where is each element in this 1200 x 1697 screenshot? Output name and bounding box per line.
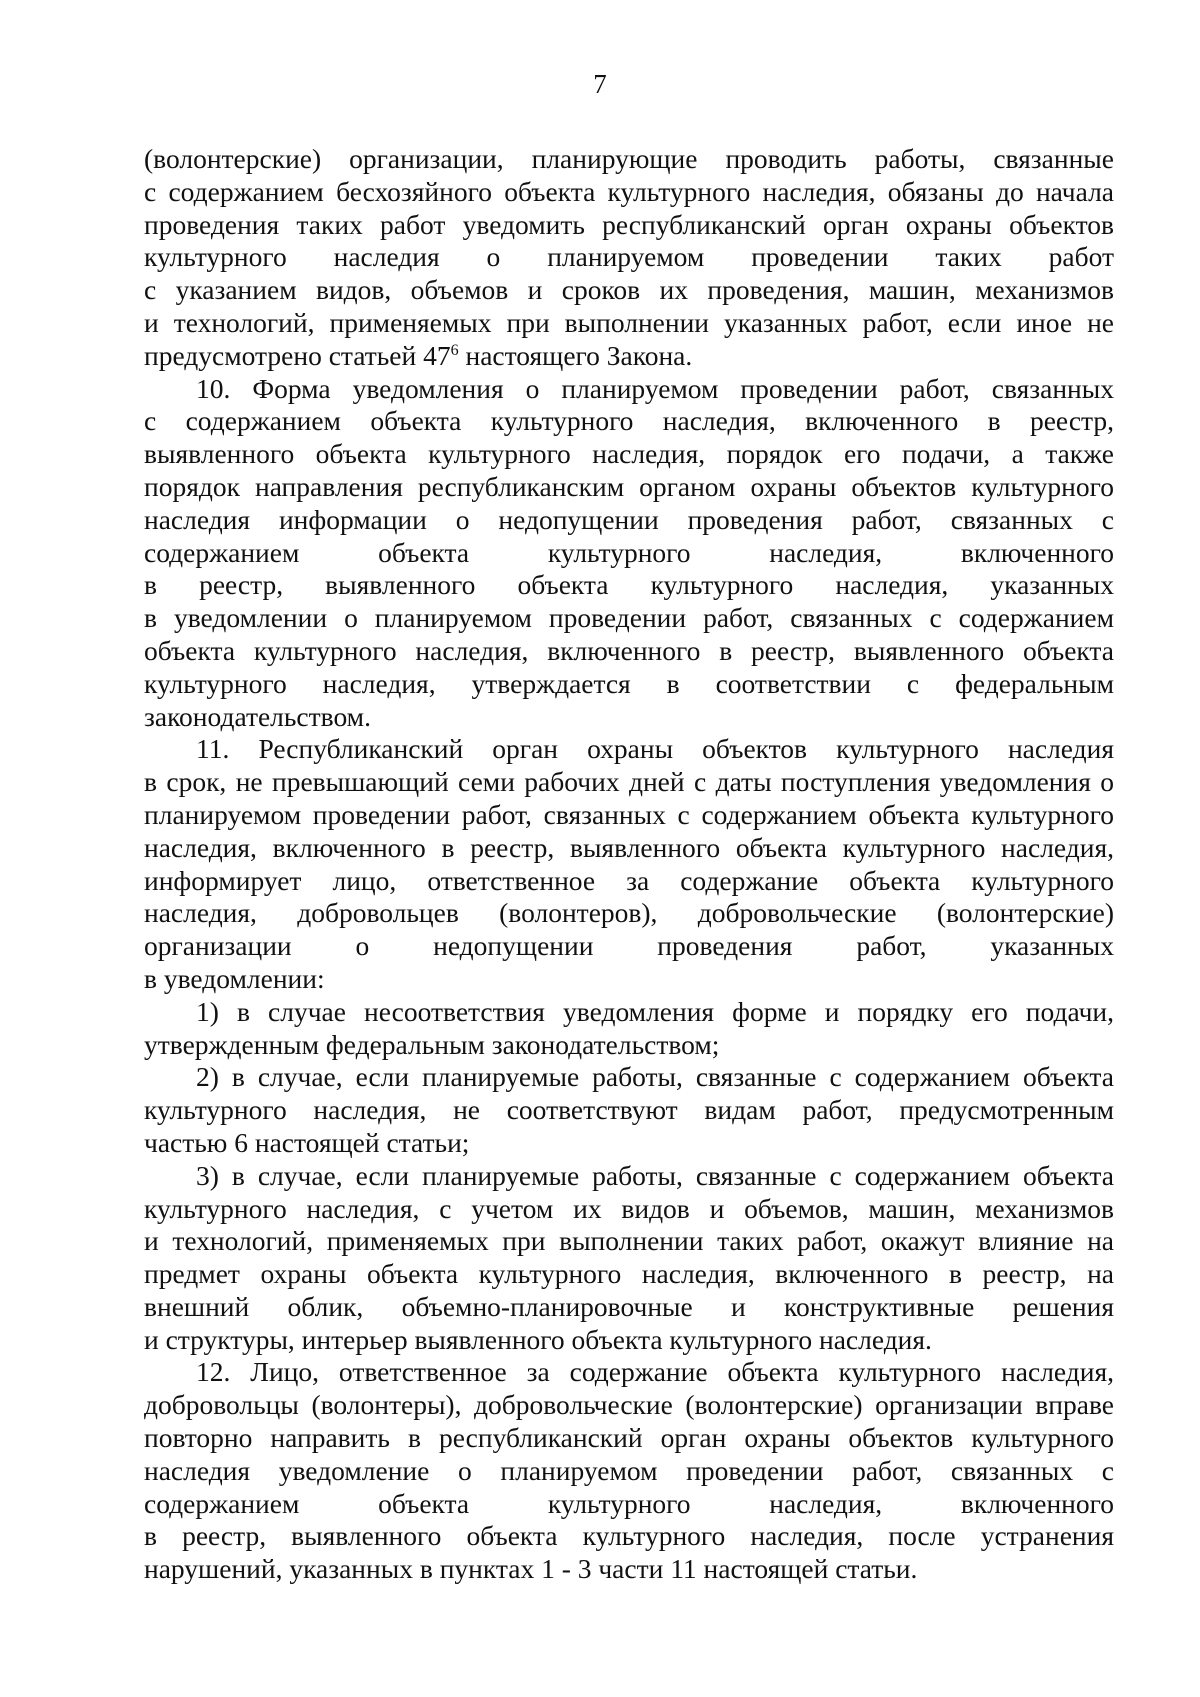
text-line: в срок, не превышающий семи рабочих дней с даты поступления уведомления о [144, 766, 1114, 798]
text-line: культурного наследия о планируемом проведении таких работ [144, 241, 1114, 273]
text-line: содержанием объекта культурного наследия, включенного [144, 536, 1114, 568]
list-item-3-start: 3) в случае, если планируемые работы, связанные с содержанием объекта [196, 1159, 1114, 1191]
text-line: в уведомлении: [144, 962, 325, 994]
text-line: с указанием видов, объемов и сроков их проведения, машин, механизмов [144, 274, 1114, 306]
text-line: внешний облик, объемно-планировочные и конструктивные решения [144, 1290, 1114, 1322]
text-line: организации о недопущении проведения работ, указанных [144, 930, 1114, 962]
text-line: повторно направить в республиканский орган охраны объектов культурного [144, 1422, 1114, 1454]
text-line: нарушений, указанных в пунктах 1 - 3 части 11 настоящей статьи. [144, 1553, 918, 1585]
text-line: частью 6 настоящей статьи; [144, 1126, 470, 1158]
text-line: культурного наследия, не соответствуют видам работ, предусмотренным [144, 1094, 1114, 1126]
article-superscript: 6 [450, 341, 459, 359]
text-line: с содержанием бесхозяйного объекта культурного наследия, обязаны до начала [144, 175, 1114, 207]
paragraph-10-start: 10. Форма уведомления о планируемом проведении работ, связанных [196, 372, 1114, 404]
text-line: планируемом проведении работ, связанных с содержанием объекта культурного [144, 798, 1114, 830]
text-line: утвержденным федеральным законодательством; [144, 1028, 720, 1060]
text-line: и технологий, применяемых при выполнении таких работ, окажут влияние на [144, 1225, 1114, 1257]
text-line: содержанием объекта культурного наследия, включенного [144, 1487, 1114, 1519]
text-line: и технологий, применяемых при выполнении указанных работ, если иное не [144, 306, 1114, 338]
text-line: (волонтерские) организации, планирующие проводить работы, связанные [144, 143, 1114, 174]
paragraph-12-start: 12. Лицо, ответственное за содержание объекта культурного наследия, [196, 1356, 1114, 1388]
text-line: предмет охраны объекта культурного наследия, включенного в реестр, на [144, 1258, 1114, 1290]
text-line: с содержанием объекта культурного наследия, включенного в реестр, [144, 405, 1114, 437]
text-line: выявленного объекта культурного наследия, порядок его подачи, а также [144, 438, 1114, 470]
text-line: культурного наследия, с учетом их видов и объемов, машин, механизмов [144, 1192, 1114, 1224]
text-line-with-superscript [144, 340, 1114, 373]
text-line: в уведомлении о планируемом проведении работ, связанных с содержанием [144, 602, 1114, 634]
text-line: добровольцы (волонтеры), добровольческие (волонтерские) организации вправе [144, 1389, 1114, 1421]
text-line: культурного наследия, утверждается в соответствии с федеральным [144, 667, 1114, 699]
text-line: наследия информации о недопущении проведения работ, связанных с [144, 503, 1114, 535]
text-line: объекта культурного наследия, включенного в реестр, выявленного объекта [144, 634, 1114, 666]
text-line: наследия, добровольцев (волонтеров), добровольческие (волонтерские) [144, 897, 1114, 929]
text-line: проведения таких работ уведомить республиканский орган охраны объектов [144, 208, 1114, 240]
text-line: в реестр, выявленного объекта культурного наследия, указанных [144, 569, 1114, 601]
text-line: информирует лицо, ответственное за содержание объекта культурного [144, 864, 1114, 896]
text-segment: настоящего Закона. [458, 339, 693, 371]
paragraph-11-start: 11. Республиканский орган охраны объектов культурного наследия [196, 733, 1114, 765]
text-line: законодательством. [144, 700, 371, 732]
text-line: порядок направления республиканским органом охраны объектов культурного [144, 470, 1114, 502]
page-number: 7 [593, 69, 607, 99]
text-line: в реестр, выявленного объекта культурного наследия, после устранения [144, 1520, 1114, 1552]
text-line: и структуры, интерьер выявленного объекта культурного наследия. [144, 1323, 932, 1355]
list-item-2-start: 2) в случае, если планируемые работы, связанные с содержанием объекта [196, 1061, 1114, 1093]
text-line: наследия, включенного в реестр, выявленного объекта культурного наследия, [144, 831, 1114, 863]
text-line: наследия уведомление о планируемом проведении работ, связанных с [144, 1454, 1114, 1486]
text-segment: предусмотрено статьей 47 [144, 339, 451, 371]
document-body [144, 143, 1114, 1586]
list-item-1-start: 1) в случае несоответствия уведомления форме и порядку его подачи, [196, 995, 1114, 1027]
